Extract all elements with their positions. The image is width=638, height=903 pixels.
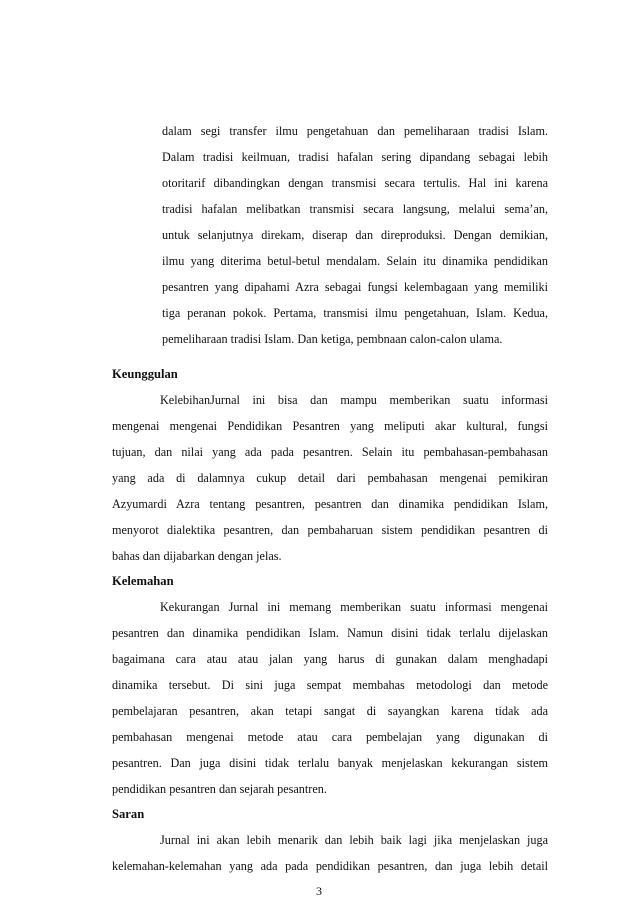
paragraph-line: tujuan, dan nilai yang ada pada pesantren. Selain itu pembahasan-pembahasan (112, 445, 548, 459)
paragraph-line: menyorot dialektika pesantren, dan pembaharuan sistem pendidikan pesantren di (112, 523, 548, 537)
paragraph-line: Azyumardi Azra tentang pesantren, pesantren dan dinamika pendidikan Islam, (112, 497, 548, 511)
section-heading: Kelemahan (112, 574, 174, 588)
paragraph-line: KelebihanJurnal ini bisa dan mampu memberikan suatu informasi (160, 393, 548, 407)
paragraph-line: yang ada di dalamnya cukup detail dari pembahasan mengenai pemikiran (112, 471, 548, 485)
paragraph-line: pesantren yang dipahami Azra sebagai fungsi kelembagaan yang memiliki (162, 280, 548, 294)
paragraph-line: pemeliharaan tradisi Islam. Dan ketiga, pembnaan calon-calon ulama. (162, 332, 503, 346)
paragraph-line: Dalam tradisi keilmuan, tradisi hafalan sering dipandang sebagai lebih (162, 150, 548, 164)
paragraph-line: pesantren dan dinamika pendidikan Islam. Namun disini tidak terlalu dijelaskan (112, 626, 548, 640)
paragraph-line: dalam segi transfer ilmu pengetahuan dan pemeliharaan tradisi Islam. (162, 124, 548, 138)
paragraph-line: pendidikan pesantren dan sejarah pesantren. (112, 782, 327, 796)
page-number: 3 (316, 884, 322, 898)
section-heading: Keunggulan (112, 367, 178, 381)
paragraph-line: otoritarif dibandingkan dengan transmisi secara tertulis. Hal ini karena (162, 176, 548, 190)
paragraph-line: tradisi hafalan melibatkan transmisi secara langsung, melalui sema’an, (162, 202, 548, 216)
paragraph-line: Kekurangan Jurnal ini memang memberikan suatu informasi mengenai (160, 600, 548, 614)
paragraph-line: untuk selanjutnya direkam, diserap dan direproduksi. Dengan demikian, (162, 228, 548, 242)
paragraph-line: mengenai mengenai Pendidikan Pesantren yang meliputi akar kultural, fungsi (112, 419, 548, 433)
paragraph-line: kelemahan-kelemahan yang ada pada pendidikan pesantren, dan juga lebih detail (112, 859, 548, 873)
paragraph-line: pembelajaran pesantren, akan tetapi sangat di sayangkan karena tidak ada (112, 704, 548, 718)
paragraph-line: bahas dan dijabarkan dengan jelas. (112, 549, 282, 563)
paragraph-line: Jurnal ini akan lebih menarik dan lebih baik lagi jika menjelaskan juga (160, 833, 548, 847)
section-heading: Saran (112, 807, 145, 821)
paragraph-line: dinamika tersebut. Di sini juga sempat membahas metodologi dan metode (112, 678, 548, 692)
paragraph-line: pembahasan mengenai metode atau cara pembelajan yang digunakan di (112, 730, 548, 744)
paragraph-line: bagaimana cara atau atau jalan yang harus di gunakan dalam menghadapi (112, 652, 548, 666)
paragraph-line: pesantren. Dan juga disini tidak terlalu banyak menjelaskan kekurangan sistem (112, 756, 548, 770)
paragraph-line: ilmu yang diterima betul-betul mendalam. Selain itu dinamika pendidikan (162, 254, 548, 268)
paragraph-line: tiga peranan pokok. Pertama, transmisi ilmu pengetahuan, Islam. Kedua, (162, 306, 548, 320)
